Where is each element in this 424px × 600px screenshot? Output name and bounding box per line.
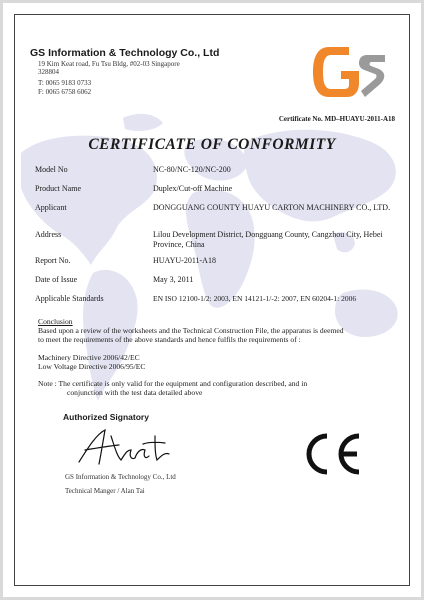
- conclusion-text-line: to meet the requirements of the above standards and hence fulfils the requirements of :: [38, 335, 301, 344]
- field-label-applicant: Applicant: [35, 203, 67, 212]
- conclusion-heading: Conclusion: [38, 317, 73, 326]
- field-label-standards: Applicable Standards: [35, 294, 104, 303]
- field-label-date: Date of Issue: [35, 275, 78, 284]
- field-value-standards: EN ISO 12100-1/2: 2003, EN 14121-1/-2: 2007, EN 60204-1: 2006: [153, 294, 357, 303]
- field-label-product: Product Name: [35, 184, 81, 193]
- field-value-applicant: DONGGUANG COUNTY HUAYU CARTON MACHINERY CO., LTD.: [153, 203, 391, 212]
- note-line: Note : The certificate is only valid for the equipment and configuration described, and in: [38, 379, 308, 388]
- signatory-role: Technical Manger / Alan Tai: [65, 487, 145, 495]
- directive-low-voltage: Low Voltage Directive 2006/95/EC: [38, 362, 146, 371]
- handwritten-signature: [75, 426, 175, 468]
- authorized-signatory-heading: Authorized Signatory: [63, 412, 149, 422]
- field-label-address: Address: [35, 230, 62, 239]
- issuer-phone: T: 0065 9183 0733: [38, 79, 92, 87]
- field-value-address: Lilou Development District, Dongguang County, Cangzhou City, Hebei Province, China: [153, 230, 383, 249]
- certificate-sheet: [3, 3, 421, 597]
- directive-machinery: Machinery Directive 2006/42/EC: [38, 353, 140, 362]
- field-value-report: HUAYU-2011-A18: [153, 256, 216, 265]
- field-label-model: Model No: [35, 165, 68, 174]
- issuer-address-line: 328804: [38, 68, 59, 76]
- field-value-product: Duplex/Cut-off Machine: [153, 184, 233, 193]
- field-label-report: Report No.: [35, 256, 71, 265]
- field-value-date: May 3, 2011: [153, 275, 194, 284]
- issuer-fax: F: 0065 6758 6062: [38, 88, 92, 96]
- certificate-number: Certificate No. MD–HUAYU-2011-A18: [278, 115, 395, 123]
- issuer-address-line: 19 Kim Keat road, Fu Tsu Bldg, #02-03 Singapore: [38, 60, 180, 68]
- note-line: conjunction with the test data detailed above: [67, 388, 203, 397]
- conclusion-text-line: Based upon a review of the worksheets and the Technical Construction File, the apparatus is deemed: [38, 326, 344, 335]
- field-value-model: NC-80/NC-120/NC-200: [153, 165, 231, 174]
- certificate-title: CERTIFICATE OF CONFORMITY: [88, 136, 336, 153]
- gs-logo: [309, 41, 389, 103]
- ce-mark-icon: [299, 430, 365, 478]
- signatory-organization: GS Information & Technology Co., Ltd: [65, 473, 176, 481]
- issuer-company-name: GS Information & Technology Co., Ltd: [30, 47, 220, 59]
